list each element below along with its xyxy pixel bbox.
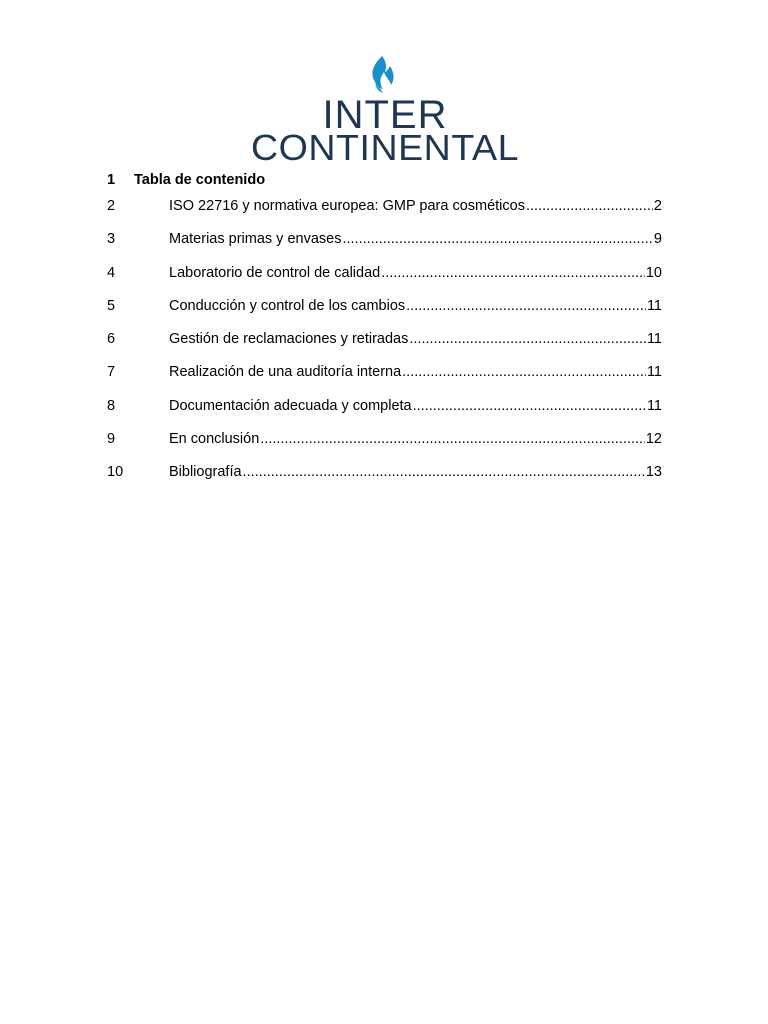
toc-entry-number: 3 [107,231,116,248]
toc-entry-number: 10 [107,464,124,481]
toc-heading-title: Tabla de contenido [134,172,266,188]
toc-entry[interactable] [107,431,662,464]
toc-entry-number: 5 [107,297,116,314]
logo-line-1: INTER [322,93,448,137]
toc-entry-page-number: 11 [646,364,662,381]
toc-entry[interactable] [107,464,662,497]
toc-entry-title[interactable]: En conclusión [169,431,260,448]
toc-entry-title[interactable]: Materias primas y envases [169,231,342,248]
toc-heading [107,172,662,194]
toc-entry-title[interactable]: Realización de una auditoría interna [169,364,402,381]
toc-entry-number: 4 [107,264,116,281]
logo-line-2: CONTINENTAL [251,127,519,165]
toc-entry-title[interactable]: Gestión de reclamaciones y retiradas [169,331,409,348]
toc-entry-page-number: 9 [653,231,662,248]
toc-entry-number: 8 [107,397,116,414]
dot-leader [342,231,652,247]
logo-graphic [240,50,530,165]
toc-entry-title[interactable]: Bibliografía [169,464,242,481]
toc-entry-number: 2 [107,198,116,214]
dot-leader [413,398,646,414]
toc-entry-page-number: 12 [645,431,662,448]
flame-icon [372,56,393,93]
intercontinental-logo [240,50,530,165]
dot-leader [526,198,653,214]
toc-entry[interactable] [107,231,662,264]
toc-entry-number: 7 [107,364,116,381]
toc-entry-page-number: 11 [646,297,662,314]
dot-leader [381,265,645,281]
dot-leader [409,331,646,347]
toc-entry-title[interactable]: Laboratorio de control de calidad [169,264,381,281]
toc-entry-page-number: 11 [646,397,662,414]
toc-entries [107,198,662,498]
toc-entry[interactable] [107,265,662,298]
toc-entry[interactable] [107,398,662,431]
table-of-contents [107,172,662,498]
toc-entry-number: 6 [107,331,116,348]
toc-entry[interactable] [107,364,662,397]
dot-leader [402,364,646,380]
toc-entry-title[interactable]: Documentación adecuada y completa [169,397,412,414]
toc-entry[interactable] [107,331,662,364]
toc-entry-title[interactable]: Conducción y control de los cambios [169,297,406,314]
dot-leader [406,298,646,314]
toc-entry-number: 9 [107,431,116,448]
dot-leader [243,464,645,480]
toc-entry-page-number: 2 [653,198,662,214]
toc-entry-page-number: 10 [645,264,662,281]
toc-entry-page-number: 13 [645,464,662,481]
toc-heading-number: 1 [107,172,116,188]
toc-entry[interactable] [107,198,662,231]
toc-entry[interactable] [107,298,662,331]
dot-leader [260,431,645,447]
toc-entry-title[interactable]: ISO 22716 y normativa europea: GMP para cosméticos [169,198,525,214]
toc-entry-page-number: 11 [646,331,662,348]
